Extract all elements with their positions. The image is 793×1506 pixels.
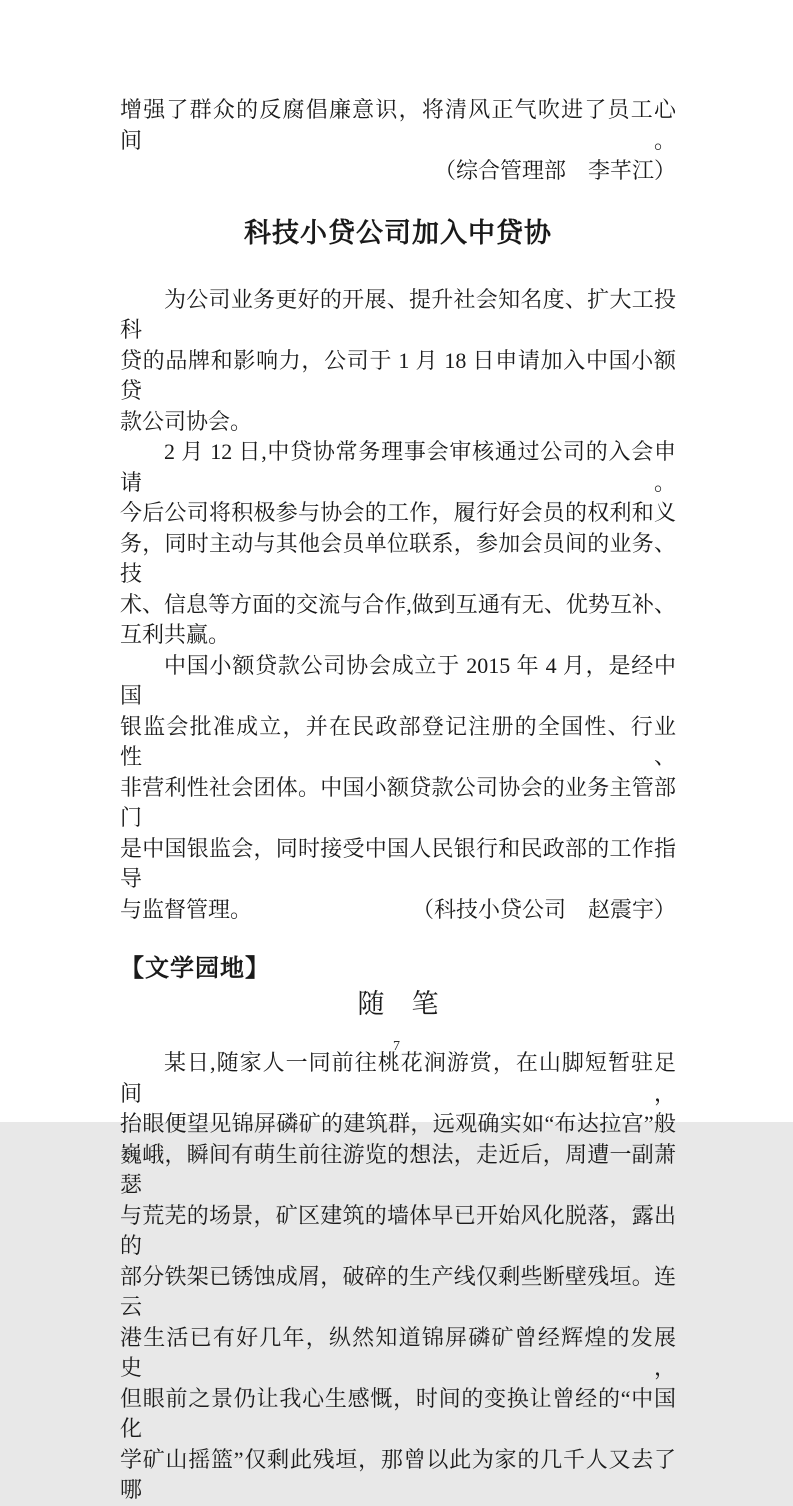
article-body <box>120 285 676 926</box>
section-marker-literature: 【文学园地】 <box>120 956 270 982</box>
paragraph <box>120 437 676 651</box>
prev-article-byline: （综合管理部 李芊江） <box>433 158 676 183</box>
text-line: 非营利性社会团体。中国小额贷款公司协会的业务主管部门 <box>120 774 676 830</box>
text-line: 抬眼便望见锦屏磷矿的建筑群，远观确实如“布达拉宫”般 <box>120 1111 676 1136</box>
text-line: 今后公司将积极参与协会的工作，履行好会员的权利和义 <box>120 500 676 525</box>
text-line: 银监会批准成立，并在民政部登记注册的全国性、行业性、 <box>120 713 676 769</box>
prev-article-closing-line: 增强了群众的反腐倡廉意识，将清风正气吹进了员工心间。 <box>120 97 676 153</box>
text-line: 术、信息等方面的交流与合作,做到互通有无、优势互补、 <box>120 591 676 617</box>
text-line: 贷的品牌和影响力，公司于 1 月 18 日申请加入中国小额贷 <box>120 347 676 403</box>
text-line: 与荒芜的场景，矿区建筑的墙体早已开始风化脱落，露出的 <box>120 1202 676 1258</box>
text-line: 港生活已有好几年，纵然知道锦屏磷矿曾经辉煌的发展史， <box>120 1324 676 1380</box>
article-byline: （科技小贷公司 赵震宇） <box>411 896 676 922</box>
page-content <box>120 0 676 1506</box>
text-line: 2 月 12 日,中贷协常务理事会审核通过公司的入会申请。 <box>120 439 676 495</box>
essay-body <box>120 1048 676 1506</box>
text-line: 是中国银监会，同时接受中国人民银行和民政部的工作指导 <box>120 835 676 891</box>
article-title: 科技小贷公司加入中贷协 <box>244 217 552 248</box>
text-line: 某日,随家人一同前往桃花涧游赏，在山脚短暂驻足间， <box>120 1050 676 1106</box>
text-line: 学矿山摇篮”仅剩此残垣，那曾以此为家的几千人又去了哪 <box>120 1446 676 1502</box>
text-line: 互利共赢。 <box>120 622 231 647</box>
text-line: 与监督管理。 <box>120 896 253 922</box>
text-line: 部分铁架已锈蚀成屑，破碎的生产线仅剩些断壁残垣。连云 <box>120 1263 676 1319</box>
page-number: 7 <box>393 1039 400 1054</box>
essay-title: 随 笔 <box>357 989 439 1019</box>
text-line: 但眼前之景仍让我心生感慨，时间的变换让曾经的“中国化 <box>120 1385 676 1441</box>
text-line: 巍峨，瞬间有萌生前往游览的想法，走近后，周遭一副萧瑟 <box>120 1141 676 1197</box>
text-line: 款公司协会。 <box>120 408 253 434</box>
paragraph <box>120 651 676 926</box>
text-line: 中国小额贷款公司协会成立于 2015 年 4 月，是经中国 <box>120 652 676 708</box>
text-line: 务，同时主动与其他会员单位联系，参加会员间的业务、技 <box>120 530 676 586</box>
paragraph <box>120 285 676 438</box>
text-line: 为公司业务更好的开展、提升社会知名度、扩大工投科 <box>120 286 676 342</box>
article-last-line <box>120 895 676 926</box>
